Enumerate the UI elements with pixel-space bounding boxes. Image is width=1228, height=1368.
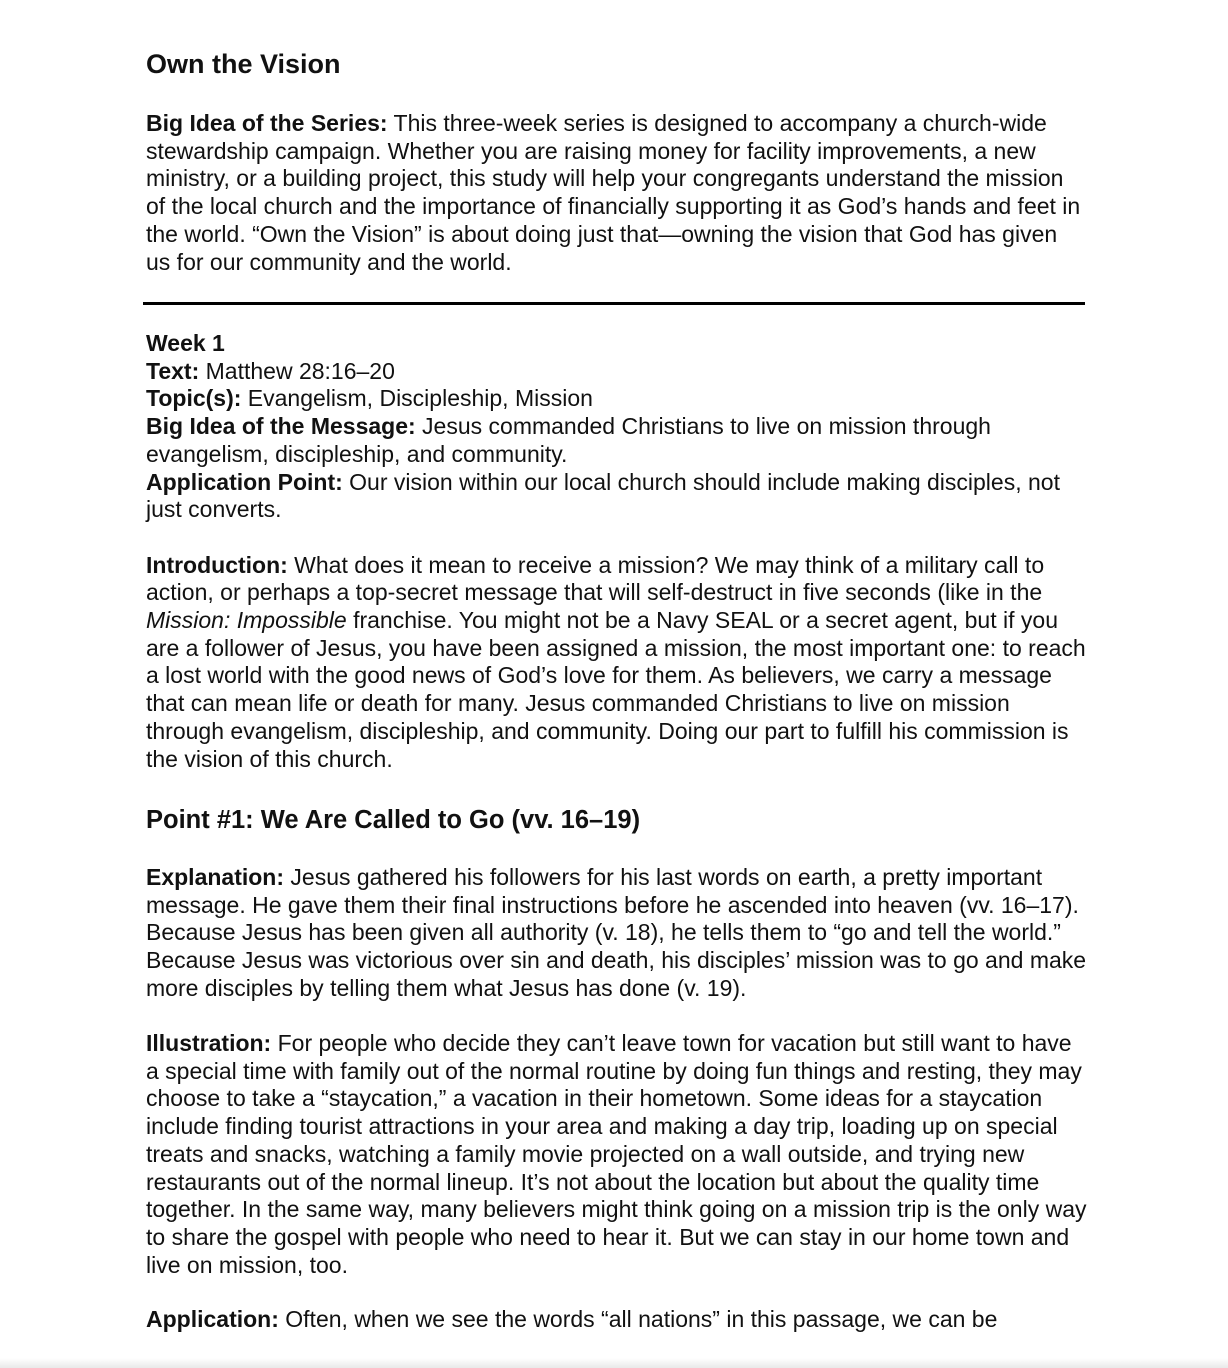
illustration-text: For people who decide they can’t leave town for vacation but still want to have a special time with family out of the normal routine by doing fun things and resting, they may choose to take a “staycation,” a vacation in their hometown. Some ideas for a staycation include finding tourist attractions in your area and making a day trip, loading up on special treats and snacks, watching a family movie projected on a wall outside, and trying new restaurants out of the normal lineup. It’s not about the location but about the quality time together. In the same way, many believers might think going on a mission trip is the only way to share the gospel with people who need to hear it. But we can stay in our home town and live on mission, too. (146, 1030, 1087, 1278)
introduction-italic-title: Mission: Impossible (146, 607, 347, 634)
series-big-idea-label: Big Idea of the Series: (146, 110, 388, 136)
topics-value: Evangelism, Discipleship, Mission (241, 385, 593, 412)
application-text: Often, when we see the words “all nations” in this passage, we can be (278, 1306, 998, 1332)
text-value: Matthew 28:16–20 (199, 357, 395, 384)
introduction-text-after: franchise. You might not be a Navy SEAL or a secret agent, but if you are a follower of Jesus, you have been assigned a mission, the most important one: to reach a lost world with the good news of God’s love for them. As believers, we carry a message that can mean life or death for many. Jesus commanded Christians to live on mission through evangelism, discipleship, and community. Doing our part to fulfill his commission is the vision of this church. (146, 607, 1086, 772)
application-point-text: Our vision within our local church should include making disciples, not just converts. (146, 468, 1060, 523)
week-heading-text: Week 1 (146, 330, 225, 356)
illustration-paragraph (146, 1030, 1088, 1279)
application-paragraph (146, 1306, 1088, 1334)
document-title: Own the Vision (146, 49, 341, 79)
text-label: Text: (146, 357, 200, 384)
week-heading (146, 330, 1088, 358)
application-label: Application: (146, 1306, 279, 1332)
message-big-idea-text: Jesus commanded Christians to live on mission through evangelism, discipleship, and community. (146, 413, 991, 467)
message-big-idea-label: Big Idea of the Message: (146, 413, 416, 440)
introduction-label: Introduction: (146, 551, 288, 578)
week-1-section (146, 330, 1088, 1332)
message-big-idea (146, 413, 1088, 468)
application-point (146, 469, 1088, 524)
topics-label: Topic(s): (146, 385, 242, 412)
introduction-paragraph (146, 552, 1088, 774)
illustration-label: Illustration: (146, 1030, 272, 1056)
point-1-heading: Point #1: We Are Called to Go (vv. 16–19) (146, 806, 641, 834)
application-point-label: Application Point: (146, 468, 343, 495)
week-text-line (146, 358, 1088, 386)
page-bottom-edge (0, 1358, 1228, 1368)
series-big-idea (146, 110, 1086, 276)
section-divider (143, 302, 1085, 305)
series-intro (146, 44, 1088, 276)
topics-line (146, 385, 1088, 413)
explanation-paragraph (146, 864, 1088, 1003)
explanation-label: Explanation: (146, 864, 285, 890)
introduction-text-before: What does it mean to receive a mission? We may think of a military call to action, or perhaps a top-secret message that will self-destruct in five seconds (like in the (146, 551, 1045, 606)
explanation-text: Jesus gathered his followers for his last words on earth, a pretty important message. He gave them their final instructions before he ascended into heaven (vv. 16–17). Because Jesus has been given all authority (v. 18), he tells them to “go and tell the world.” Because Jesus was victorious over sin and death, his disciples’ mission was to go and make more disciples by telling them what Jesus has done (v. 19). (146, 864, 1087, 1001)
series-big-idea-text: This three-week series is designed to accompany a church-wide stewardship campaign. Whether you are raising money for facility improvements, a new ministry, or a building project, this study will help your congregants understand the mission of the local church and the importance of financially supporting it as God’s hands and feet in the world. “Own the Vision” is about doing just that—owning the vision that God has given us for our community and the world. (146, 110, 1081, 275)
